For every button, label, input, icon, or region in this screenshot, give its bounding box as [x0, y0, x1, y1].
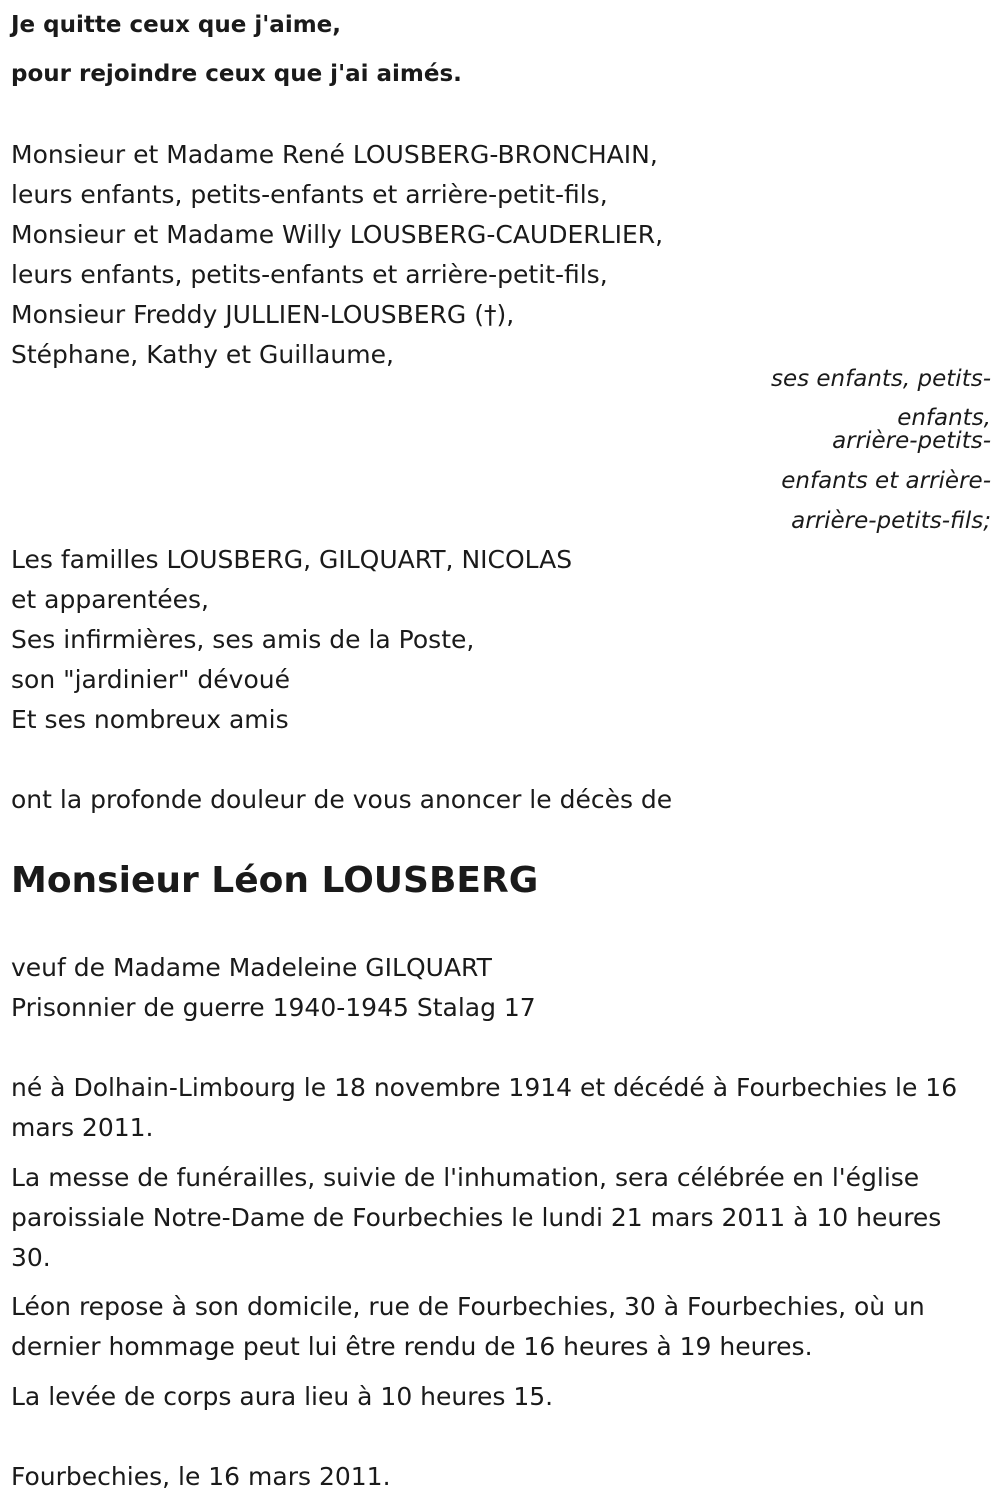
viewing-paragraph: Léon repose à son domicile, rue de Fourbechies, 30 à Fourbechies, où un dernier hommage peut lui être rendu de 16 heures à 19 heures.: [11, 1292, 925, 1361]
birth-death-paragraph: né à Dolhain-Limbourg le 18 novembre 1914 et décédé à Fourbechies le 16 mars 2011.: [11, 1073, 958, 1142]
detail-prisoner: Prisonnier de guerre 1940-1945 Stalag 17: [11, 993, 536, 1022]
family-line: Ses infirmières, ses amis de la Poste,: [11, 625, 475, 654]
family-line: Et ses nombreux amis: [11, 705, 289, 734]
family-line: leurs enfants, petits-enfants et arrière-petit-fils,: [11, 260, 608, 289]
family-line: Monsieur et Madame Willy LOUSBERG-CAUDERLIER,: [11, 220, 664, 249]
closing-place-date: Fourbechies, le 16 mars 2011.: [11, 1462, 391, 1491]
family-line: Monsieur Freddy JULLIEN-LOUSBERG (†),: [11, 300, 515, 329]
family-line: et apparentées,: [11, 585, 209, 614]
descendants-line: arrière-petits-: [832, 428, 991, 454]
family-line: Monsieur et Madame René LOUSBERG-BRONCHAIN,: [11, 140, 658, 169]
descendants-line: enfants,: [897, 405, 991, 431]
family-line: leurs enfants, petits-enfants et arrière-petit-fils,: [11, 180, 608, 209]
descendants-line: arrière-petits-fils;: [791, 508, 991, 534]
descendants-line: ses enfants, petits-: [770, 366, 991, 392]
funeral-paragraph: La messe de funérailles, suivie de l'inhumation, sera célébrée en l'église paroissiale Notre-Dame de Fourbechies le lundi 21 mars 2011 à 10 heures 30.: [11, 1163, 942, 1272]
announcement: ont la profonde douleur de vous anoncer le décès de: [11, 785, 673, 814]
procession-paragraph: La levée de corps aura lieu à 10 heures 15.: [11, 1382, 554, 1411]
detail-widower: veuf de Madame Madeleine GILQUART: [11, 953, 492, 982]
family-line: Stéphane, Kathy et Guillaume,: [11, 340, 394, 369]
deceased-name: Monsieur Léon LOUSBERG: [11, 860, 539, 901]
family-line: Les familles LOUSBERG, GILQUART, NICOLAS: [11, 545, 573, 574]
quote-line-2: pour rejoindre ceux que j'ai aimés.: [11, 61, 462, 87]
family-line: son "jardinier" dévoué: [11, 665, 290, 694]
quote-line-1: Je quitte ceux que j'aime,: [11, 12, 342, 38]
descendants-line: enfants et arrière-: [781, 468, 991, 494]
